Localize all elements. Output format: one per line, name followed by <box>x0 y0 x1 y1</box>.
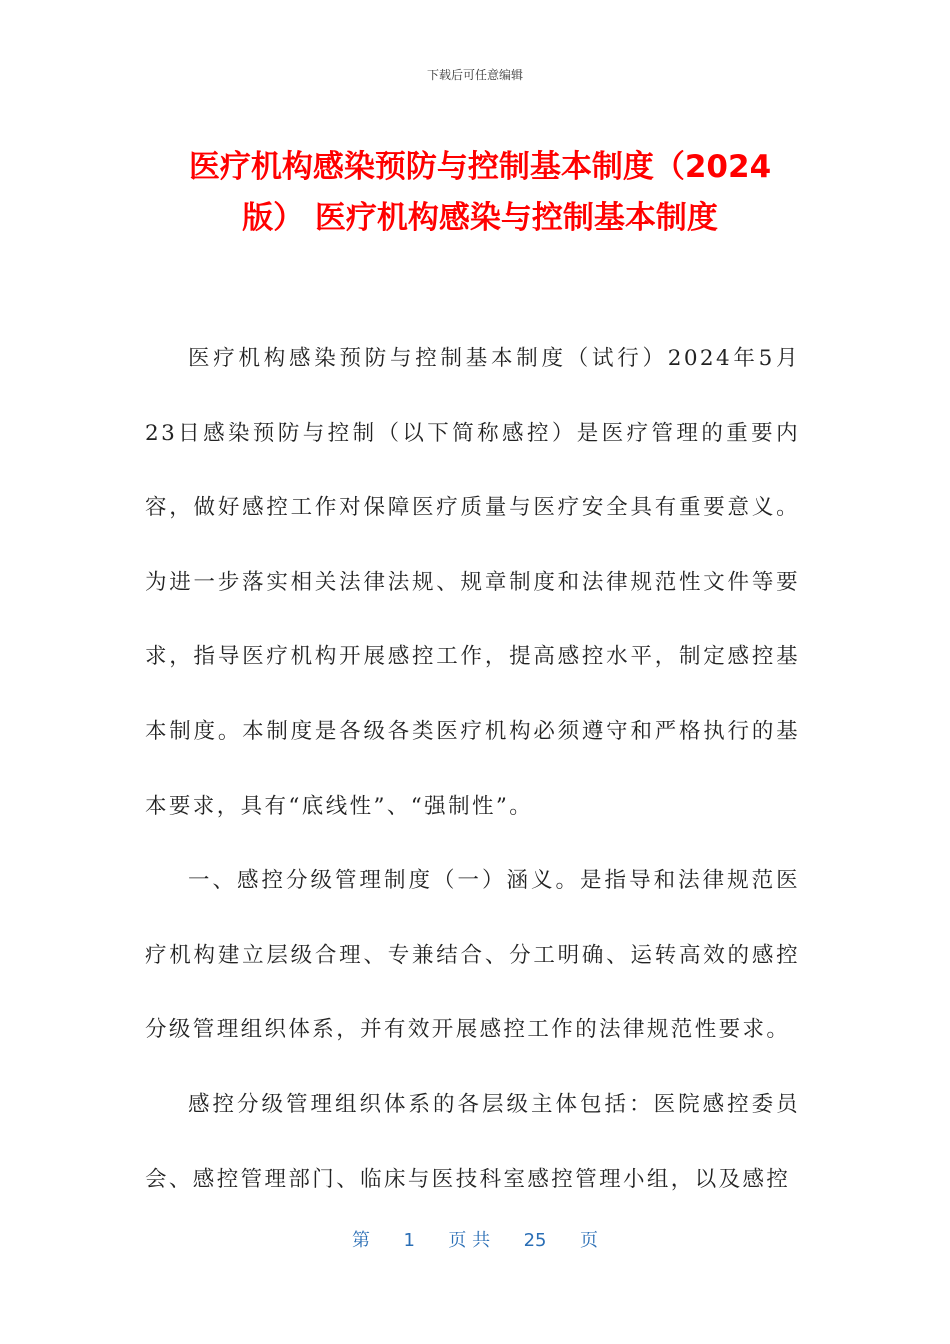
page-suffix: 页 <box>579 1230 598 1251</box>
paragraph: 感控分级管理组织体系的各层级主体包括：医院感控委员会、感控管理部门、临床与医技科室感控管理小组，以及感控 <box>145 1091 800 1192</box>
paragraph: 医疗机构感染预防与控制基本制度（试行）2024年5月23日感染预防与控制（以下简称感控）是医疗管理的重要内容，做好感控工作对保障医疗质量与医疗安全具有重要意义。为进一步落实相关法律法规、规章制度和法律规范性文件等要求，指导医疗机构开展感控工作，提高感控水平，制定感控基本制度。本制度是各级各类医疗机构必须遵守和严格执行的基本要求，具有“底线性”、“强制性”。 <box>145 346 800 819</box>
page-footer <box>0 1226 950 1252</box>
document-body <box>145 322 800 1217</box>
page-prefix: 第 <box>352 1230 371 1251</box>
total-pages-number: 25 <box>523 1230 547 1251</box>
paragraph: 一、感控分级管理制度（一）涵义。是指导和法律规范医疗机构建立层级合理、专兼结合、分工明确、运转高效的感控分级管理组织体系，并有效开展感控工作的法律规范性要求。 <box>145 868 800 1043</box>
header-note: 下载后可任意编辑 <box>426 68 523 82</box>
document-title: 医疗机构感染预防与控制基本制度（2024版） 医疗机构感染与控制基本制度 <box>188 149 772 236</box>
current-page-number: 1 <box>403 1230 415 1251</box>
page-mid-text: 页 共 <box>448 1230 491 1251</box>
